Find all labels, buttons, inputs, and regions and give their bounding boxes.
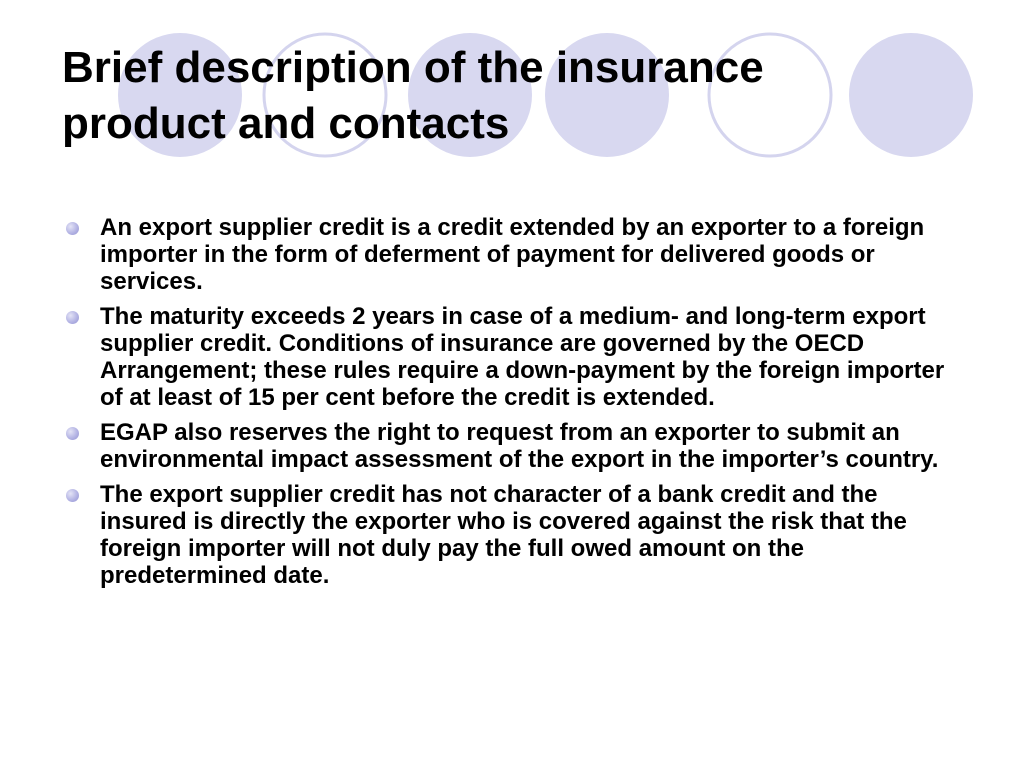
bullet-text: An export supplier credit is a credit extended by an exporter to a foreign importer in the form of deferment of payment for delivered goods or services. [100, 214, 925, 295]
bullet-point-icon [66, 222, 79, 235]
bullet-text: EGAP also reserves the right to request from an exporter to submit an environmental impact assessment of the export in the importer’s country. [100, 419, 939, 473]
bullet-item [62, 303, 962, 411]
bullet-point-icon [66, 489, 79, 502]
bullet-point-icon [66, 427, 79, 440]
bullet-item [62, 214, 962, 295]
bullet-text: The maturity exceeds 2 years in case of a medium- and long-term export supplier credit. Conditions of insurance are governed by the OECD Arrangement; these rules require a down-payment by the foreign importer of at least of 15 per cent before the credit is extended. [100, 303, 945, 411]
bullet-item [62, 481, 962, 589]
slide-title-line-2: product and contacts [62, 99, 510, 148]
bullet-item [62, 419, 962, 473]
slide-title [62, 40, 942, 152]
slide-title-line-1: Brief description of the insurance [62, 43, 764, 92]
bullet-text: The export supplier credit has not character of a bank credit and the insured is directly the exporter who is covered against the risk that the foreign importer will not duly pay the full owed amount on the predetermined date. [100, 481, 907, 589]
bullet-list [62, 214, 962, 597]
bullet-point-icon [66, 311, 79, 324]
